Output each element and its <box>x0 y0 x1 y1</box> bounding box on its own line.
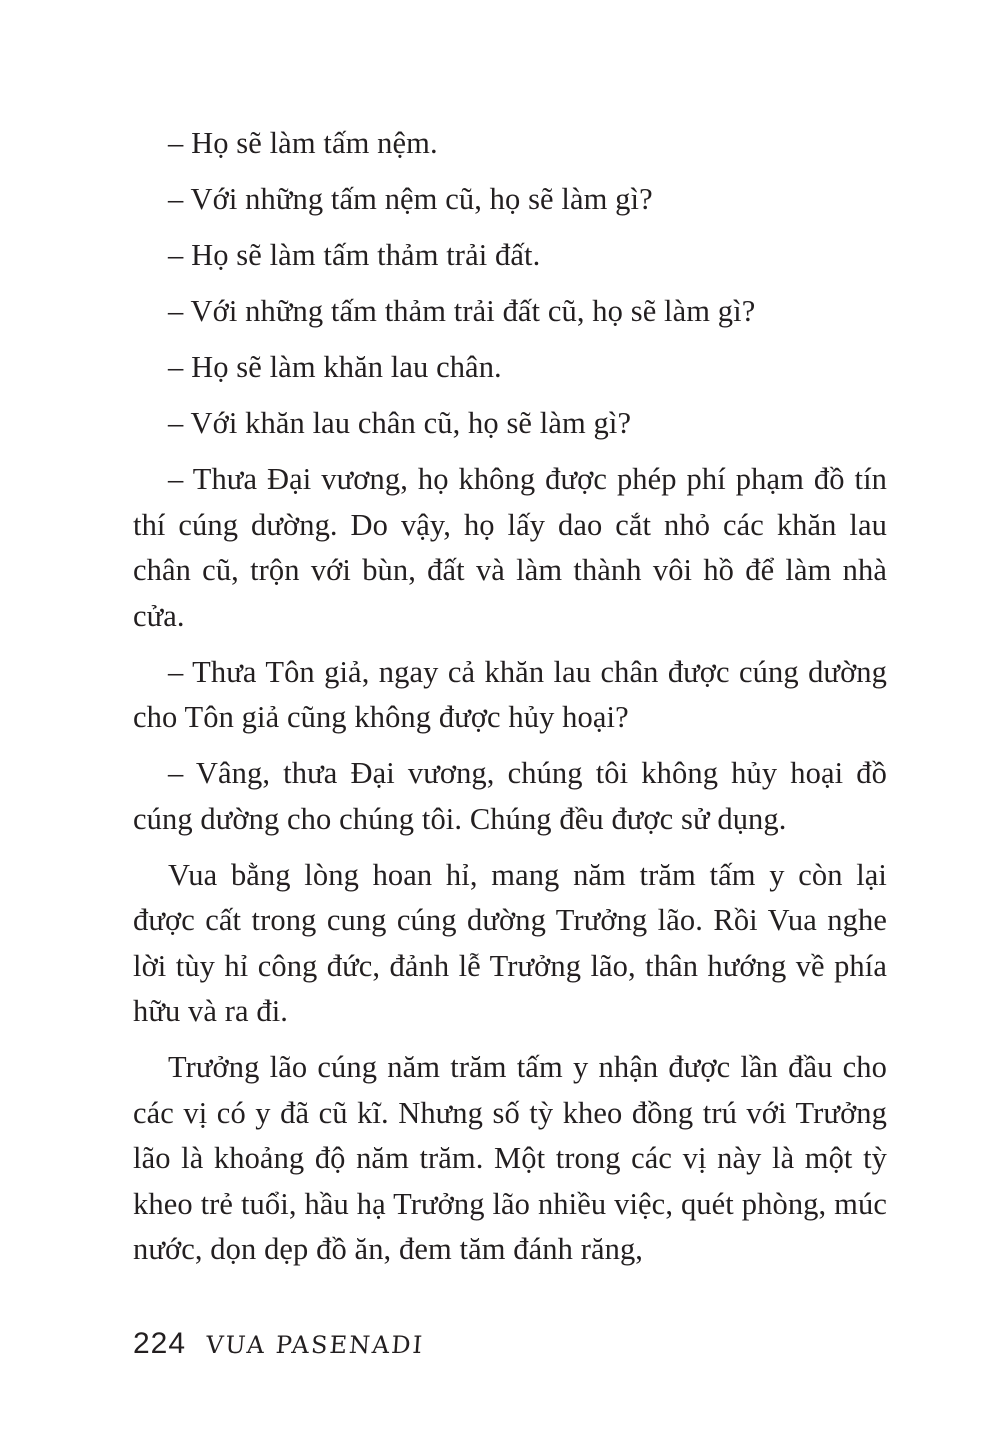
paragraph: – Thưa Đại vương, họ không được phép phí phạm đồ tín thí cúng dường. Do vậy, họ lấy dao cắt nhỏ các khăn lau chân cũ, trộn với bùn, đất và làm thành vôi hồ để làm nhà cửa. <box>133 462 887 633</box>
page-number: 224 <box>133 1327 187 1360</box>
book-title: VUA PASENADI <box>205 1331 426 1359</box>
paragraph: – Với khăn lau chân cũ, họ sẽ làm gì? <box>168 406 632 440</box>
paragraph: Trưởng lão cúng năm trăm tấm y nhận được lần đầu cho các vị có y đã cũ kĩ. Nhưng số tỳ kheo đồng trú với Trưởng lão là khoảng độ năm trăm. Một trong các vị này là một tỳ kheo trẻ tuổi, hầu hạ Trưởng lão nhiều việc, quét phòng, múc nước, dọn dẹp đồ ăn, đem tăm đánh răng, <box>133 1050 887 1266</box>
paragraph: – Họ sẽ làm khăn lau chân. <box>168 350 502 384</box>
paragraph: – Vâng, thưa Đại vương, chúng tôi không hủy hoại đồ cúng dường cho chúng tôi. Chúng đều được sử dụng. <box>133 756 887 836</box>
paragraph: – Họ sẽ làm tấm thảm trải đất. <box>168 238 541 272</box>
paragraph: – Với những tấm nệm cũ, họ sẽ làm gì? <box>168 182 653 216</box>
paragraph: – Họ sẽ làm tấm nệm. <box>168 126 438 160</box>
paragraph: Vua bằng lòng hoan hỉ, mang năm trăm tấm y còn lại được cất trong cung cúng dường Trưởng lão. Rồi Vua nghe lời tùy hỉ công đức, đảnh lễ Trưởng lão, thân hướng về phía hữu và ra đi. <box>133 857 887 1028</box>
paragraph: – Với những tấm thảm trải đất cũ, họ sẽ làm gì? <box>168 294 756 328</box>
page-footer <box>133 1327 424 1367</box>
paragraph: – Thưa Tôn giả, ngay cả khăn lau chân được cúng dường cho Tôn giả cũng không được hủy hoại? <box>133 654 887 734</box>
page-body <box>133 121 887 1283</box>
